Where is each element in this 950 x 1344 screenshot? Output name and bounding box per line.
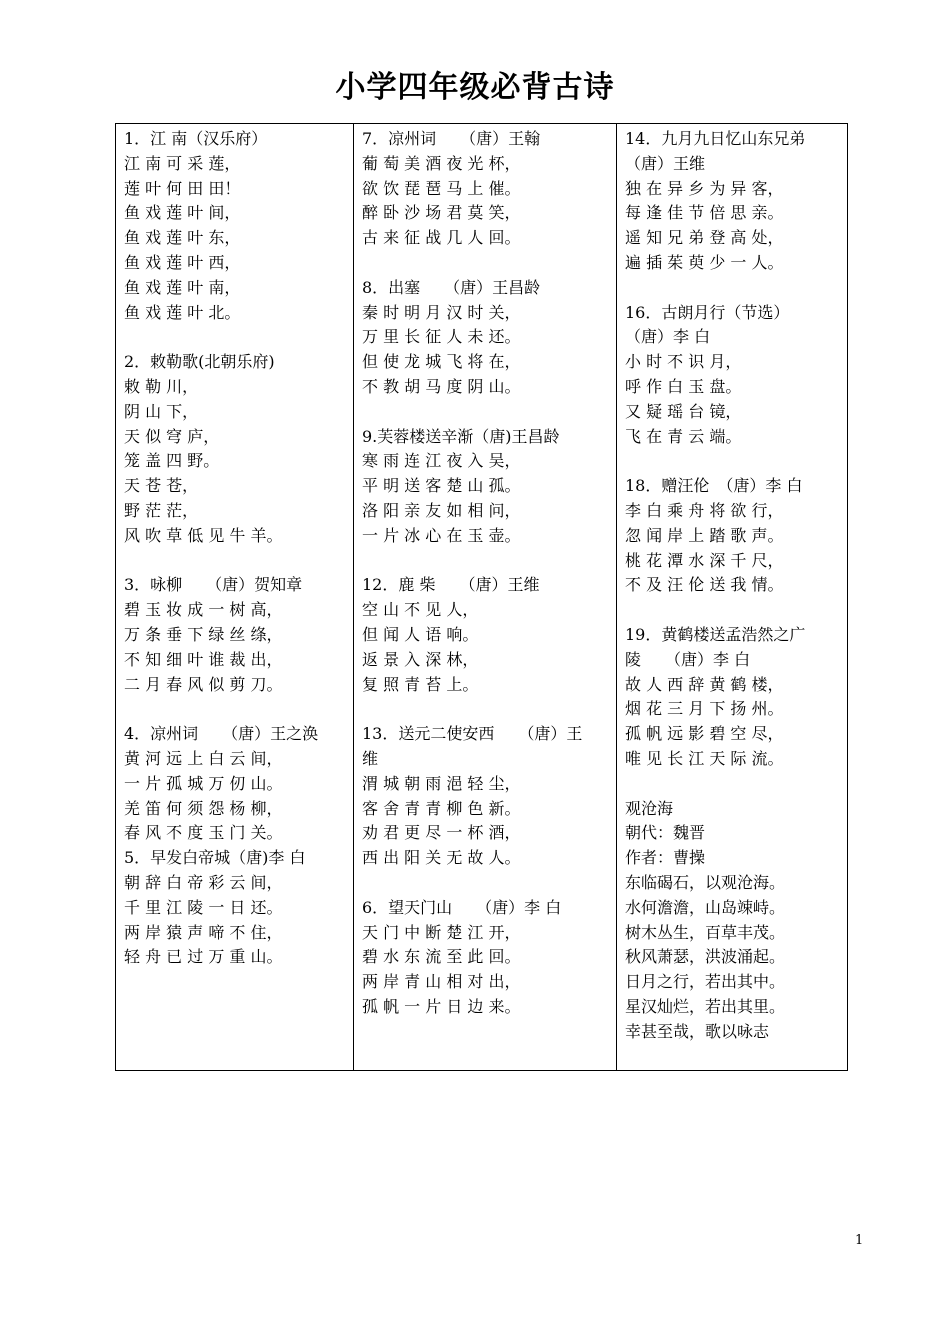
poem-line: 陵 （唐）李 白 xyxy=(625,649,751,669)
poem-line: 孤 帆 远 影 碧 空 尽， xyxy=(625,724,784,744)
poem-line: 劝 君 更 尽 一 杯 酒， xyxy=(362,823,521,843)
poem-line: 羌 笛 何 须 怨 杨 柳， xyxy=(124,798,283,818)
poem-line: 又 疑 瑶 台 镜， xyxy=(625,401,742,421)
poem-line: 秦 时 明 月 汉 时 关， xyxy=(362,302,521,322)
poem-line: 朝代：魏晋 xyxy=(625,823,706,843)
poem-column-2 xyxy=(354,124,617,1070)
blank-line xyxy=(362,400,616,425)
poem-line: 复 照 青 苔 上。 xyxy=(362,674,479,694)
blank-line xyxy=(625,772,841,797)
blank-line xyxy=(362,697,616,722)
poem-line: 6．望天门山 （唐）李 白 xyxy=(362,897,562,917)
poem-line: 风 吹 草 低 见 牛 羊。 xyxy=(124,525,283,545)
poem-line: 敕 勒 川， xyxy=(124,376,199,396)
poem-line: 呼 作 白 玉 盘。 xyxy=(625,376,742,396)
poem-line: 碧 水 东 流 至 此 回。 xyxy=(362,947,521,967)
poem-line: 1．江 南（汉乐府） xyxy=(124,129,268,148)
poem-line: 3．咏柳 （唐）贺知章 xyxy=(124,575,303,595)
poem-line: 千 里 江 陵 一 日 还。 xyxy=(124,897,283,917)
poem-line: 维 xyxy=(362,748,379,768)
poem-line: 16．古朗月行（节选） xyxy=(625,302,790,322)
poem-line: 飞 在 青 云 端。 xyxy=(625,426,742,446)
poem-line: 碧 玉 妆 成 一 树 高， xyxy=(124,600,283,620)
poem-line: 欲 饮 琵 琶 马 上 催。 xyxy=(362,178,521,198)
poem-line: 7．凉州词 （唐）王翰 xyxy=(362,129,541,148)
poem-line: 唯 见 长 江 天 际 流。 xyxy=(625,748,784,768)
poem-line: 水何澹澹，山岛竦峙。 xyxy=(625,897,786,917)
poem-line: 笼 盖 四 野。 xyxy=(124,451,220,471)
poem-line: 8．出塞 （唐）王昌龄 xyxy=(362,277,541,297)
poem-line: 洛 阳 亲 友 如 相 问， xyxy=(362,500,521,520)
poem-line: 两 岸 青 山 相 对 出， xyxy=(362,972,521,992)
poem-line: 天 门 中 断 楚 江 开， xyxy=(362,922,521,942)
poem-line: 桃 花 潭 水 深 千 尺， xyxy=(625,550,784,570)
poem-column-3 xyxy=(617,124,847,1070)
poem-line: 鱼 戏 莲 叶 间， xyxy=(124,203,241,223)
poem-line: 19．黄鹤楼送孟浩然之广 xyxy=(625,624,806,644)
poem-line: 阴 山 下， xyxy=(124,401,199,421)
poem-line: 小 时 不 识 月， xyxy=(625,352,742,372)
poem-line: 西 出 阳 关 无 故 人。 xyxy=(362,848,521,868)
poem-line: 独 在 异 乡 为 异 客， xyxy=(625,178,784,198)
poem-line: 不 教 胡 马 度 阴 山。 xyxy=(362,376,521,396)
poem-line: 树木丛生，百草丰茂。 xyxy=(625,922,786,942)
poem-line: 空 山 不 见 人， xyxy=(362,600,479,620)
poem-line: 但 闻 人 语 响。 xyxy=(362,624,479,644)
blank-line xyxy=(124,325,353,350)
blank-line xyxy=(625,276,841,301)
poem-line: 二 月 春 风 似 剪 刀。 xyxy=(124,674,283,694)
blank-line xyxy=(362,871,616,896)
poem-line: 14．九月九日忆山东兄弟 xyxy=(625,129,806,148)
poem-line: 天 似 穹 庐， xyxy=(124,426,220,446)
poem-line: 幸甚至哉，歌以咏志 xyxy=(625,1021,770,1041)
poem-line: 13．送元二使安西 （唐）王 xyxy=(362,724,583,744)
poem-line: 万 条 垂 下 绿 丝 绦， xyxy=(124,624,283,644)
blank-line xyxy=(362,549,616,574)
poem-line: 每 逢 佳 节 倍 思 亲。 xyxy=(625,203,784,223)
poem-table xyxy=(115,123,848,1071)
poem-column-1 xyxy=(116,124,354,1070)
poem-line: 2．敕勒歌(北朝乐府) xyxy=(124,352,275,372)
poem-line: 两 岸 猿 声 啼 不 住， xyxy=(124,922,283,942)
poem-line: 东临碣石，以观沧海。 xyxy=(625,872,786,892)
poem-line: 孤 帆 一 片 日 边 来。 xyxy=(362,996,521,1016)
poem-line: 万 里 长 征 人 未 还。 xyxy=(362,327,521,347)
poem-line: 不 知 细 叶 谁 裁 出， xyxy=(124,649,283,669)
poem-line: 观沧海 xyxy=(625,798,674,818)
poem-line: 一 片 孤 城 万 仞 山。 xyxy=(124,773,283,793)
blank-line xyxy=(124,697,353,722)
blank-line xyxy=(625,449,841,474)
poem-line: 故 人 西 辞 黄 鹤 楼， xyxy=(625,674,784,694)
poem-line: 李 白 乘 舟 将 欲 行， xyxy=(625,500,784,520)
poem-line: 星汉灿烂，若出其里。 xyxy=(625,996,786,1016)
poem-line: 春 风 不 度 玉 门 关。 xyxy=(124,823,283,843)
poem-line: 鱼 戏 莲 叶 西， xyxy=(124,252,241,272)
poem-line: 一 片 冰 心 在 玉 壶。 xyxy=(362,525,521,545)
poem-line: 12．鹿 柴 （唐）王维 xyxy=(362,575,540,595)
poem-line: 鱼 戏 莲 叶 北。 xyxy=(124,302,241,322)
poem-line: 醉 卧 沙 场 君 莫 笑， xyxy=(362,203,521,223)
poem-line: 烟 花 三 月 下 扬 州。 xyxy=(625,699,784,719)
poem-line: 返 景 入 深 林， xyxy=(362,649,479,669)
poem-line: （唐）王维 xyxy=(625,153,706,173)
poem-line: 但 使 龙 城 飞 将 在， xyxy=(362,352,521,372)
poem-line: 葡 萄 美 酒 夜 光 杯， xyxy=(362,153,521,173)
poem-line: 忽 闻 岸 上 踏 歌 声。 xyxy=(625,525,784,545)
poem-line: 遍 插 茱 萸 少 一 人。 xyxy=(625,252,784,272)
poem-line: 古 来 征 战 几 人 回。 xyxy=(362,228,521,248)
poem-line: 朝 辞 白 帝 彩 云 间， xyxy=(124,872,283,892)
blank-line xyxy=(625,598,841,623)
poem-line: 秋风萧瑟，洪波涌起。 xyxy=(625,947,786,967)
poem-line: 莲 叶 何 田 田！ xyxy=(124,178,241,198)
blank-line xyxy=(124,549,353,574)
poem-line: （唐）李 白 xyxy=(625,327,711,347)
poem-line: 5．早发白帝城（唐)李 白 xyxy=(124,848,306,868)
poem-line: 4．凉州词 （唐）王之涣 xyxy=(124,724,319,744)
poem-line: 日月之行，若出其中。 xyxy=(625,972,786,992)
poem-line: 天 苍 苍， xyxy=(124,476,199,496)
poem-line: 寒 雨 连 江 夜 入 吴， xyxy=(362,451,521,471)
poem-line: 轻 舟 已 过 万 重 山。 xyxy=(124,947,283,967)
poem-line: 鱼 戏 莲 叶 东， xyxy=(124,228,241,248)
poem-line: 18．赠汪伦 （唐）李 白 xyxy=(625,476,803,496)
poem-line: 渭 城 朝 雨 浥 轻 尘， xyxy=(362,773,521,793)
page-title: 小学四年级必背古诗 xyxy=(335,70,615,105)
poem-line: 不 及 汪 伦 送 我 情。 xyxy=(625,575,784,595)
poem-line: 作者：曹操 xyxy=(625,848,706,868)
poem-line: 平 明 送 客 楚 山 孤。 xyxy=(362,476,521,496)
poem-line: 客 舍 青 青 柳 色 新。 xyxy=(362,798,521,818)
poem-line: 江 南 可 采 莲， xyxy=(124,153,241,173)
poem-line: 野 茫 茫， xyxy=(124,500,199,520)
poem-line: 黄 河 远 上 白 云 间， xyxy=(124,748,283,768)
poem-line: 鱼 戏 莲 叶 南， xyxy=(124,277,241,297)
poem-line: 9.芙蓉楼送辛渐（唐)王昌龄 xyxy=(362,426,560,446)
page-number: 1 xyxy=(855,1233,864,1248)
poem-line: 遥 知 兄 弟 登 高 处， xyxy=(625,228,784,248)
blank-line xyxy=(362,251,616,276)
